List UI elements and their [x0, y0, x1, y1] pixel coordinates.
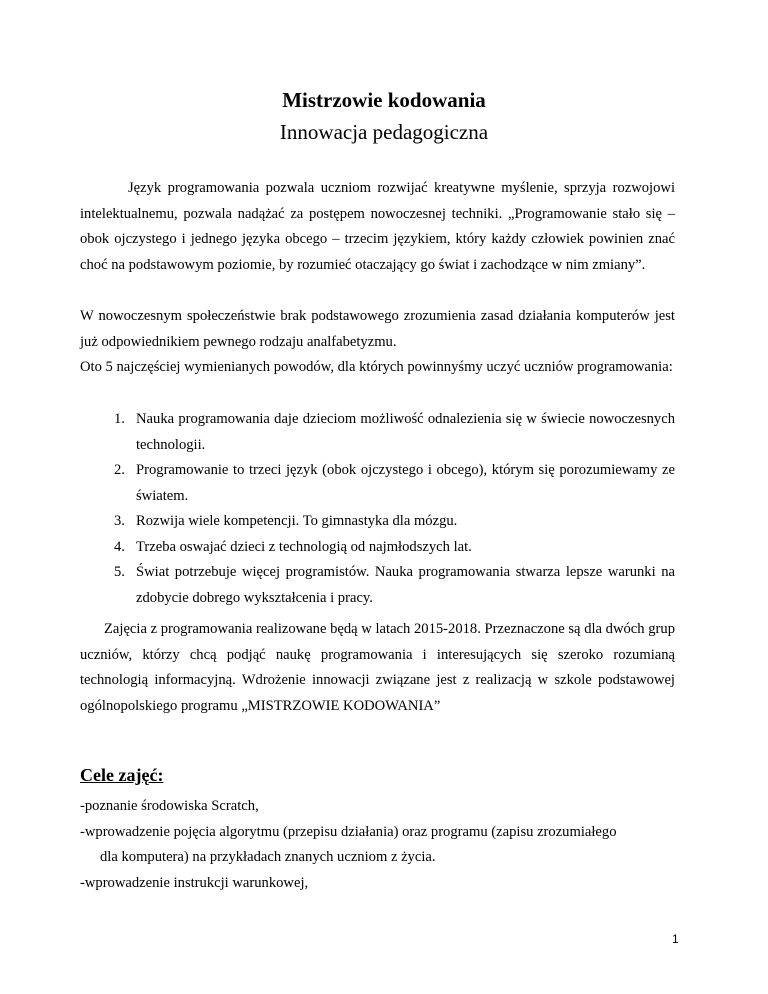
goals-heading: Cele zajęć:	[80, 765, 164, 785]
goals-list	[80, 794, 680, 896]
list-item: 1. Nauka programowania daje dzieciom możliwość odnalezienia się w świecie nowoczesnych technologii.	[114, 411, 675, 453]
closing-paragraph	[80, 617, 675, 719]
list-item: 5. Świat potrzebuje więcej programistów. Nauka programowania stwarza lepsze warunki na zdobycie dobrego wykształcenia i pracy.	[114, 564, 675, 606]
list-item: 4. Trzeba oswajać dzieci z technologią od najmłodszych lat.	[114, 538, 472, 555]
list-item: 2. Programowanie to trzeci język (obok ojczystego i obcego), którym się porozumiewamy ze światem.	[114, 462, 675, 504]
intro-paragraph-text: Język programowania pozwala uczniom rozwijać kreatywne myślenie, sprzyja rozwojowi intelektualnemu, pozwala nadążać za postępem nowoczesnej techniki. „Programowanie stało się – obok ojczystego i jednego języka obcego – trzecim językiem, który każdy człowiek powinien znać choć na podstawowym poziomie, by rozumieć otaczający go świat i zachodzące w nim zmiany”.	[80, 180, 675, 273]
closing-paragraph-text: Zajęcia z programowania realizowane będą w latach 2015-2018. Przeznaczone są dla dwóch grup uczniów, którzy chcą podjąć naukę programowania i interesujących się szeroko rozumianą technologią informacyjną. Wdrożenie innowacji związane jest z realizacją w szkole podstawowej ogólnopolskiego programu „MISTRZOWIE KODOWANIA”	[80, 621, 675, 714]
list-item: -wprowadzenie pojęcia algorytmu (przepisu działania) oraz programu (zapisu zrozumiałego	[80, 823, 617, 840]
page-number: 1	[672, 932, 679, 946]
list-item: -wprowadzenie instrukcji warunkowej,	[80, 874, 309, 891]
list-item: dla komputera) na przykładach znanych uczniom z życia.	[100, 849, 436, 865]
reasons-list	[80, 407, 675, 611]
list-item: -poznanie środowiska Scratch,	[80, 798, 259, 814]
list-item: 3. Rozwija wiele kompetencji. To gimnastyka dla mózgu.	[114, 513, 458, 529]
intro-paragraph	[80, 176, 675, 278]
document-subtitle: Innowacja pedagogiczna	[279, 120, 489, 144]
analphabetism-paragraph: W nowoczesnym społeczeństwie brak podstawowego zrozumienia zasad działania komputerów jest już odpowiednikiem pewnego rodzaju analfabetyzmu.	[80, 308, 675, 350]
reasons-intro-paragraph: Oto 5 najczęściej wymienianych powodów, dla których powinnyśmy uczyć uczniów programowania:	[80, 359, 673, 375]
document-title: Mistrzowie kodowania	[282, 88, 486, 112]
